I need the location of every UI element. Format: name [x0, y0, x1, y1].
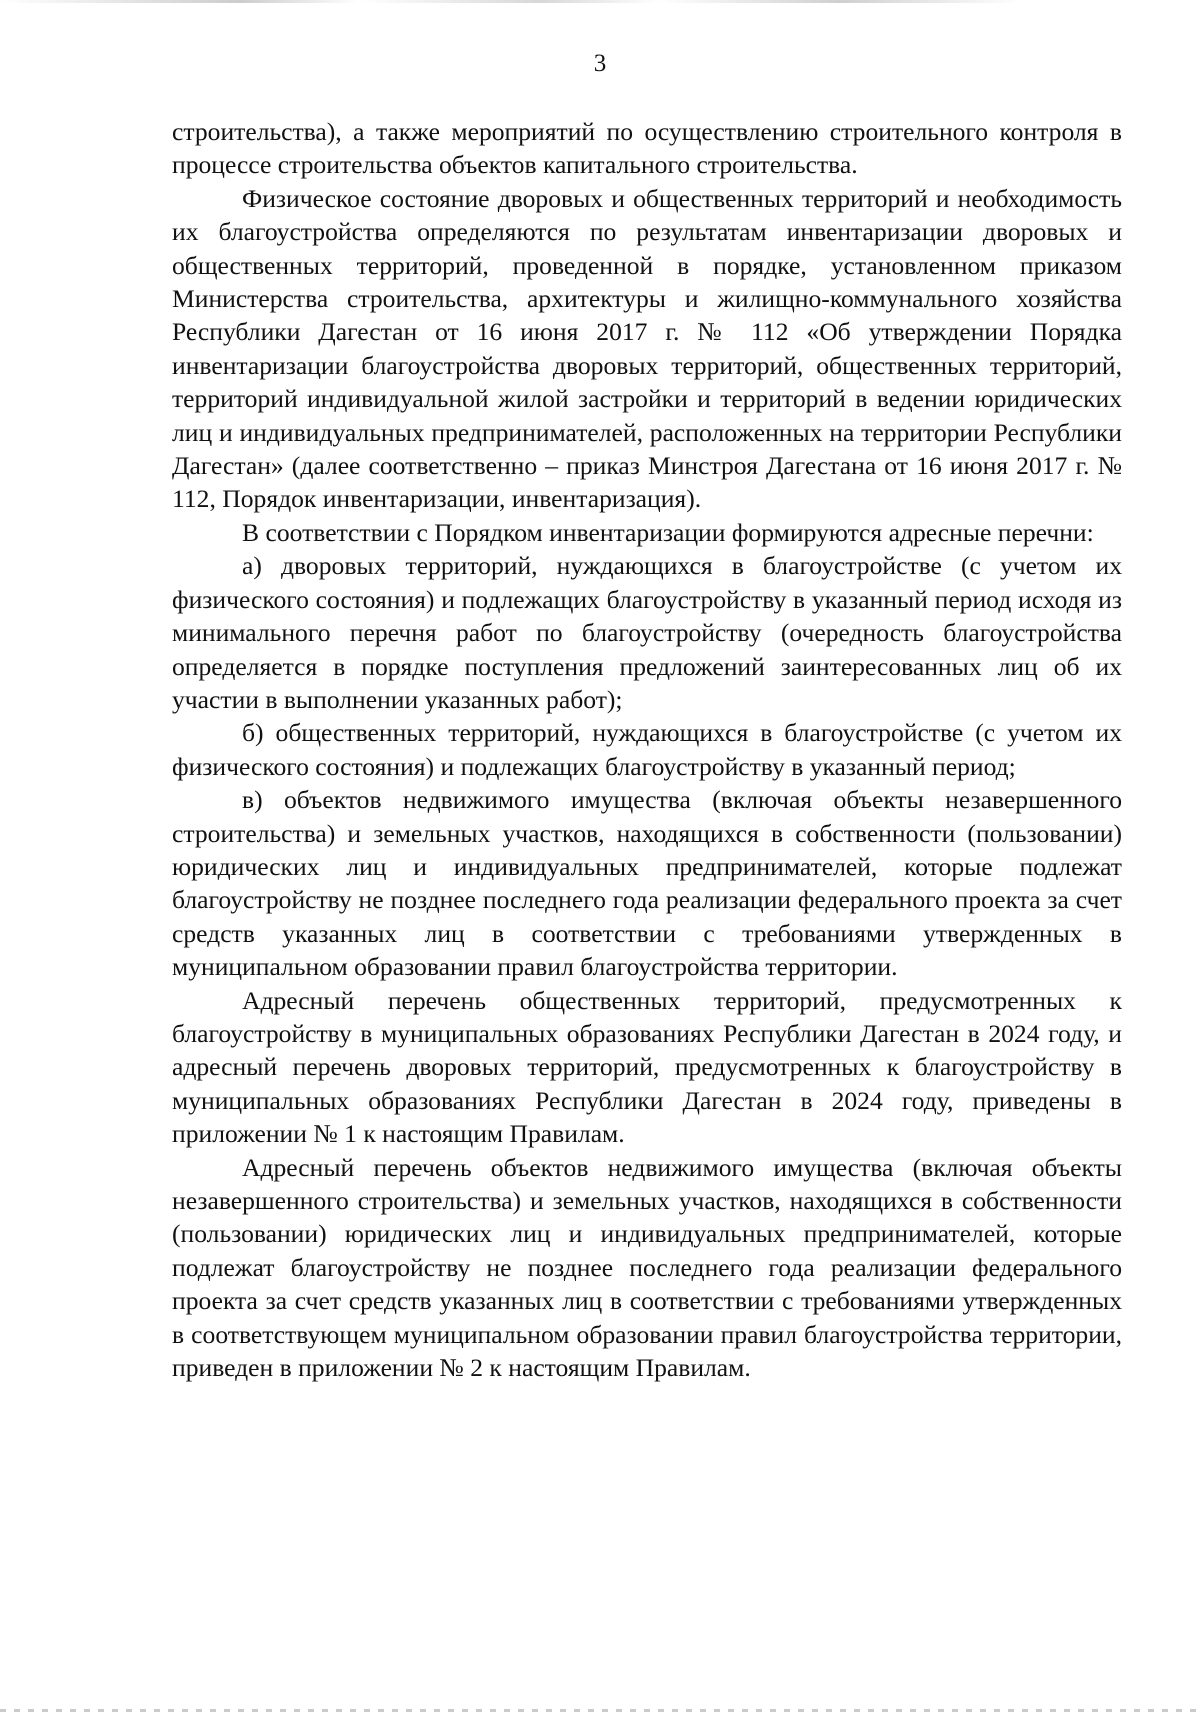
paragraph-physical-state: Физическое состояние дворовых и общественных территорий и необходимость их благоустройства определяются по результатам инвентаризации дворовых и общественных территорий, проведенной в порядке, установленном приказом Министерства строительства, архитектуры и жилищно-коммунального хозяйства Республики Дагестан от 16 июня 2017 г. № 112 «Об утверждении Порядка инвентаризации благоустройства дворовых территорий, общественных территорий, территорий индивидуальной жилой застройки и территорий в ведении юридических лиц и индивидуальных предпринимателей, расположенных на территории Республики Дагестан» (далее соответственно – приказ Минстроя Дагестана от 16 июня 2017 г. № 112, Порядок инвентаризации, инвентаризация).: [172, 183, 1122, 514]
paragraph-continuation: строительства), а также мероприятий по осуществлению строительного контроля в процессе строительства объектов капитального строительства.: [172, 117, 1122, 180]
paragraph-appendix-1: Адресный перечень общественных территорий, предусмотренных к благоустройству в муниципальных образованиях Республики Дагестан в 2024 году, и адресный перечень дворовых территорий, предусмотренных к благоустройству в муниципальных образованиях Республики Дагестан в 2024 году, приведены в приложении № 1 к настоящим Правилам.: [172, 985, 1122, 1149]
page-number: 3: [593, 50, 607, 77]
list-item-v-real-estate: в) объектов недвижимого имущества (включая объекты незавершенного строительства) и земельных участков, находящихся в собственности (пользовании) юридических лиц и индивидуальных предпринимателей, которые подлежат благоустройству не позднее последнего года реализации федерального проекта за счет средств указанных лиц в соответствии с требованиями утвержденных в муниципальном образовании правил благоустройства территории.: [172, 785, 1122, 982]
list-item-a-yard-territories: а) дворовых территорий, нуждающихся в благоустройстве (с учетом их физического состояния) и подлежащих благоустройству в указанный период исходя из минимального перечня работ по благоустройству (очередность благоустройства определяется в порядке поступления предложений заинтересованных лиц об их участии в выполнении указанных работ);: [172, 551, 1122, 714]
scan-edge-top: [0, 0, 1200, 3]
scan-edge-bottom: [0, 1709, 1200, 1712]
paragraph-address-lists-intro: В соответствии с Порядком инвентаризации формируются адресные перечни:: [242, 517, 1094, 547]
list-item-b-public-territories: б) общественных территорий, нуждающихся в благоустройстве (с учетом их физического состояния) и подлежащих благоустройству в указанный период;: [172, 718, 1122, 781]
paragraph-appendix-2: Адресный перечень объектов недвижимого имущества (включая объекты незавершенного строительства) и земельных участков, находящихся в собственности (пользовании) юридических лиц и индивидуальных предпринимателей, которые подлежат благоустройству не позднее последнего года реализации федерального проекта за счет средств указанных лиц в соответствии с требованиями утвержденных в соответствующем муниципальном образовании правил благоустройства территории, приведен в приложении № 2 к настоящим Правилам.: [172, 1152, 1122, 1383]
document-body: [172, 115, 1122, 1384]
